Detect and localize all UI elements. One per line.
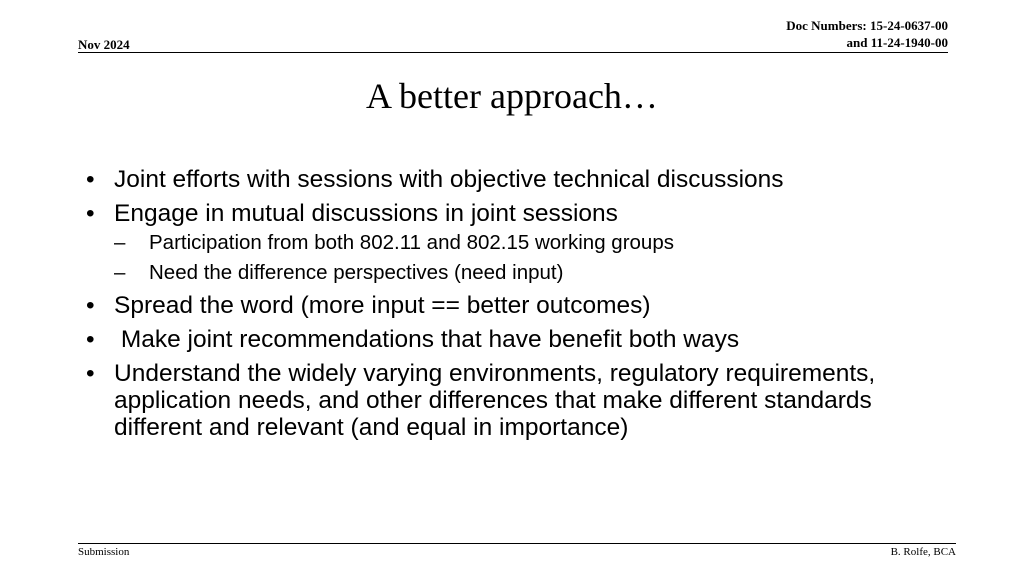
doc-numbers-line-1: Doc Numbers: 15-24-0637-00	[786, 18, 948, 33]
bullet-text: Understand the widely varying environments, regulatory requirements, application needs, and other differences that make different standards different and relevant (and equal in importance)	[114, 360, 876, 441]
bullet-marker: •	[86, 326, 95, 353]
sub-bullet-item	[114, 231, 924, 255]
bullet-marker: •	[86, 166, 95, 193]
bullet-text: Make joint recommendations that have benefit both ways	[114, 326, 740, 353]
slide-title: A better approach…	[366, 76, 658, 116]
doc-numbers-line-2: and 11-24-1940-00	[846, 35, 948, 50]
bullet-marker: •	[86, 360, 95, 387]
footer-divider	[78, 543, 956, 544]
sub-bullet-item	[114, 261, 924, 285]
bullet-item	[84, 360, 924, 441]
bullet-item	[84, 326, 924, 353]
sub-bullet-marker: –	[114, 261, 126, 284]
sub-bullet-marker: –	[114, 231, 126, 254]
bullet-list	[84, 166, 924, 448]
footer-submission: Submission	[78, 546, 130, 558]
header-date: Nov 2024	[78, 37, 130, 52]
bullet-text: Spread the word (more input == better outcomes)	[114, 292, 651, 319]
bullet-item	[84, 292, 924, 319]
bullet-text: Joint efforts with sessions with objective technical discussions	[114, 166, 784, 193]
footer-author: B. Rolfe, BCA	[890, 546, 956, 558]
header-divider	[78, 52, 948, 53]
bullet-text: Engage in mutual discussions in joint sessions	[114, 200, 618, 227]
bullet-item	[84, 166, 924, 193]
bullet-marker: •	[86, 292, 95, 319]
bullet-item	[84, 200, 924, 285]
bullet-marker: •	[86, 200, 95, 227]
sub-bullet-text: Participation from both 802.11 and 802.15 working groups	[149, 231, 674, 254]
sub-bullet-list	[114, 231, 924, 285]
doc-numbers	[786, 17, 948, 51]
sub-bullet-text: Need the difference perspectives (need input)	[149, 261, 564, 284]
